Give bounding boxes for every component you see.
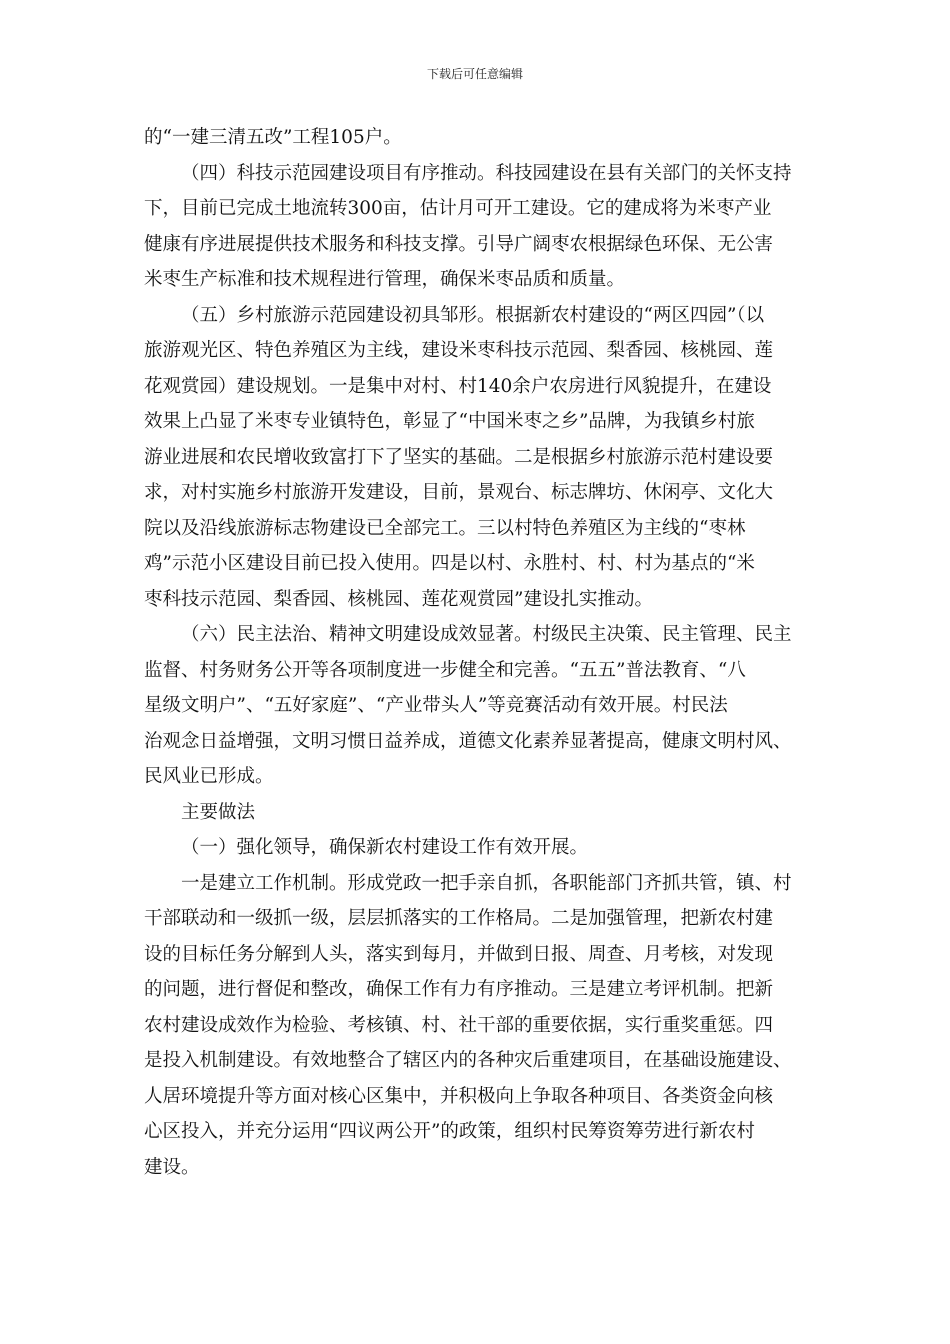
page-header: 下载后可任意编辑 [426,67,523,81]
text-line: 枣科技示范园、梨香园、核桃园、莲花观赏园”建设扎实推动。 [144,588,653,610]
text-line: 旅游观光区、特色养殖区为主线，建设米枣科技示范园、梨香园、核桃园、莲 [144,340,774,361]
text-line: 效果上凸显了米枣专业镇特色，彰显了“中国米枣之乡”品牌，为我镇乡村旅 [144,411,755,432]
subsection-heading [144,830,808,866]
subsection-heading-text: （一）强化领导，确保新农村建设工作有效开展。 [181,837,589,858]
text-line: 院以及沿线旅游标志物建设已全部完工。三以村特色养殖区为主线的“枣林 [144,517,746,539]
paragraph-tourism-park [144,298,808,618]
text-line: 治观念日益增强，文明习惯日益养成，道德文化素养显著提高，健康文明村风、 [144,730,792,752]
text-line: 下，目前已完成土地流转300亩，估计月可开工建设。它的建成将为米枣产业 [144,198,772,219]
text-line: 一是建立工作机制。形成党政一把手亲自抓，各职能部门齐抓共管，镇、村 [181,872,792,894]
text-line: 游业进展和农民增收致富打下了坚实的基础。二是根据乡村旅游示范村建设要 [144,446,774,468]
text-line: 农村建设成效作为检验、考核镇、村、社干部的重要依据，实行重奖重惩。四 [144,1014,774,1036]
text-line: （四）科技示范园建设项目有序推动。科技园建设在县有关部门的关怀支持 [181,162,792,184]
section-heading-text: 主要做法 [181,801,256,823]
document-body [144,120,808,1185]
text-line: 干部联动和一级抓一级，层层抓落实的工作格局。二是加强管理，把新农村建 [144,908,774,929]
text-line: 的问题，进行督促和整改，确保工作有力有序推动。三是建立考评机制。把新 [144,979,774,1000]
text-line: 求，对村实施乡村旅游开发建设，目前，景观台、标志牌坊、休闲亭、文化大 [144,482,774,503]
text-line: 的“一建三清五改”工程105户。 [144,127,402,148]
text-line: （五）乡村旅游示范园建设初具邹形。根据新农村建设的“两区四园”（以 [181,304,765,326]
text-line: 花观赏园）建设规划。一是集中对村、村140余户农房进行风貌提升，在建设 [144,375,772,397]
text-line: 设的目标任务分解到人头，落实到每月，并做到日报、周查、月考核，对发现 [144,943,774,965]
text-line: （六）民主法治、精神文明建设成效显著。村级民主决策、民主管理、民主 [181,624,792,645]
text-line: 星级文明户”、“五好家庭”、“产业带头人”等竞赛活动有效开展。村民法 [144,695,728,716]
text-line: 建设。 [144,1156,200,1178]
section-heading [144,795,808,831]
paragraph-democracy [144,617,808,795]
text-line: 米枣生产标准和技术规程进行管理，确保米枣品质和质量。 [144,269,626,290]
paragraph-mechanisms [144,866,808,1186]
text-line: 鸡”示范小区建设目前已投入使用。四是以村、永胜村、村、村为基点的“米 [144,553,755,574]
text-line: 人居环境提升等方面对核心区集中，并积极向上争取各种项目、各类资金向核 [144,1085,774,1107]
text-line: 监督、村务财务公开等各项制度进一步健全和完善。“五五”普法教育、“八 [144,659,746,681]
text-line: 是投入机制建设。有效地整合了辖区内的各种灾后重建项目，在基础设施建设、 [144,1050,792,1071]
text-line: 心区投入，并充分运用“四议两公开”的政策，组织村民筹资筹劳进行新农村 [144,1121,755,1142]
text-line: 民风业已形成。 [144,766,274,787]
paragraph-science-park [144,156,808,298]
text-line: 健康有序进展提供技术服务和科技支撑。引导广阔枣农根据绿色环保、无公害 [144,233,774,255]
paragraph-continuation [144,120,808,156]
